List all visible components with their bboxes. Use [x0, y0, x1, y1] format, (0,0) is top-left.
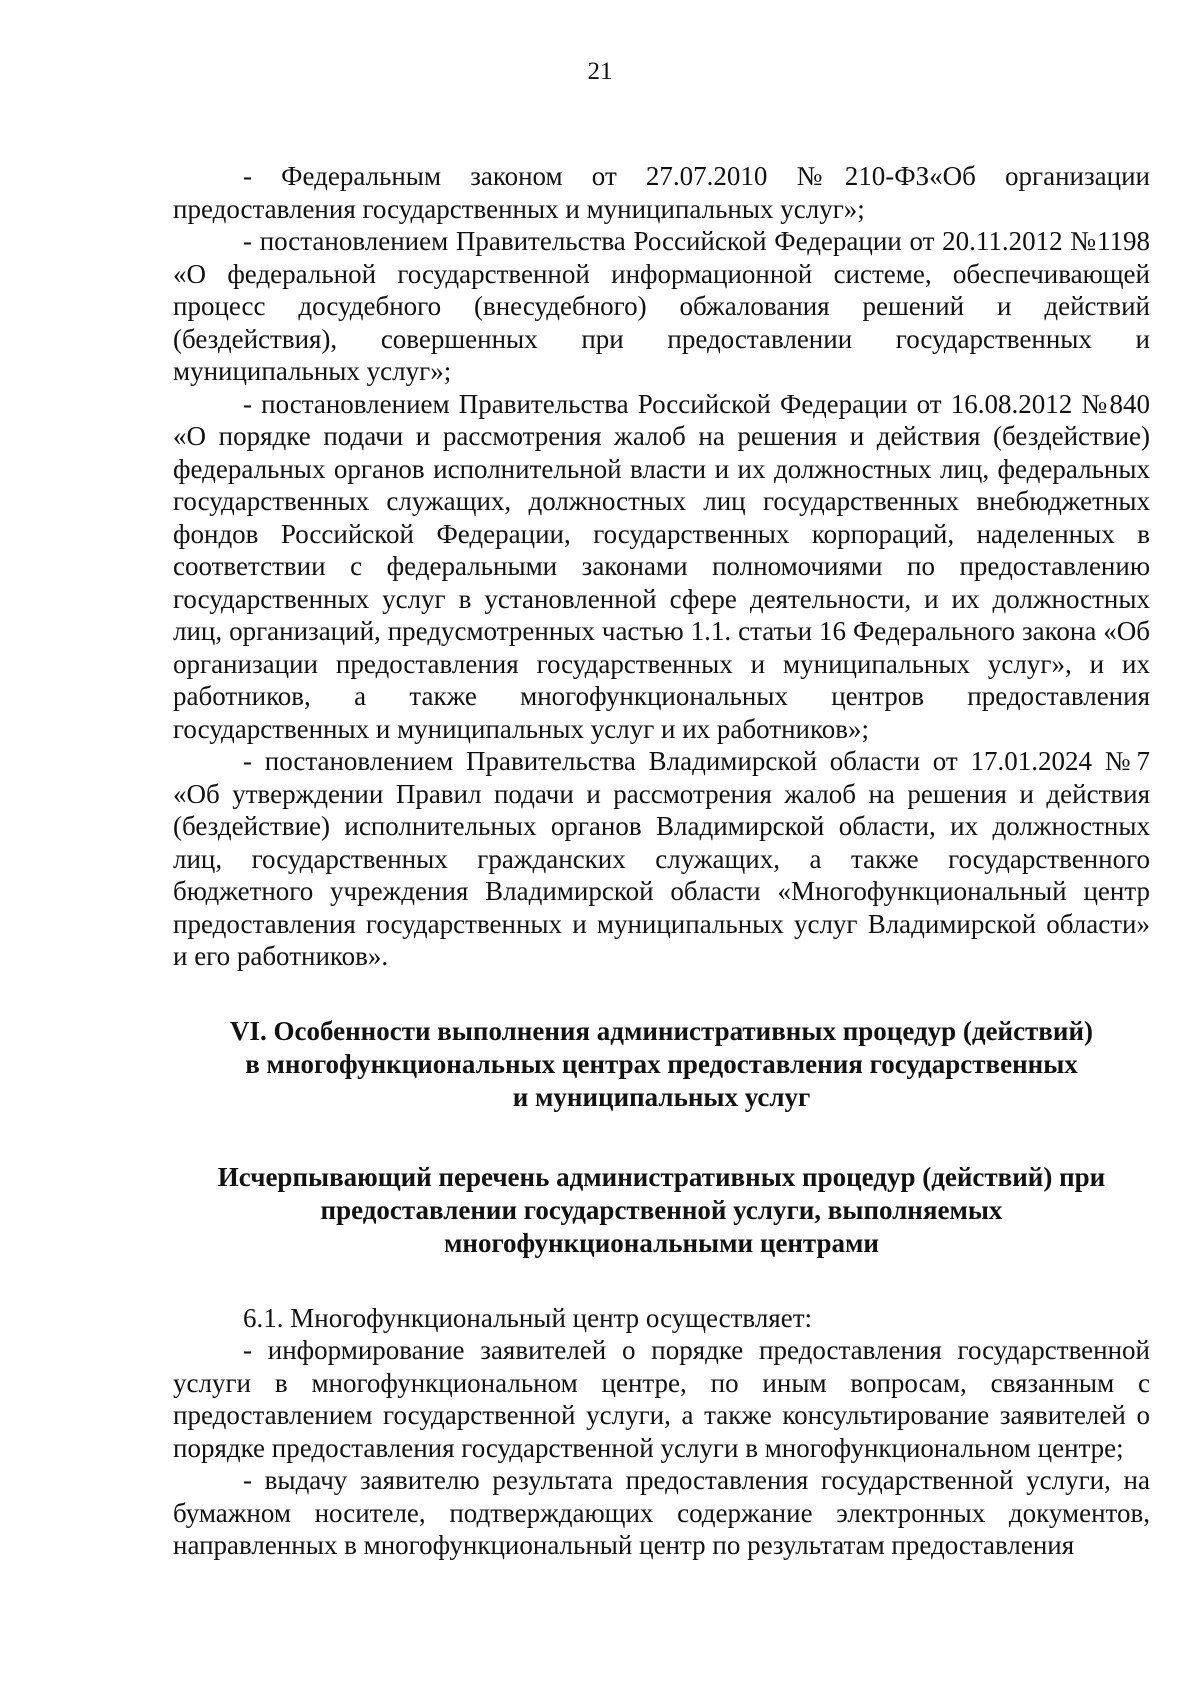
paragraph-vladimir-resolution-7: - постановлением Правительства Владимирской области от 17.01.2024 №7 «Об утверждении Правил подачи и рассмотрения жалоб на решения и действия (бездействие) исполнительных органов Владимирской области, их должностных лиц, государственных гражданских служащих, а также государственного бюджетного учреждения Владимирской области «Многофункциональный центр предоставления государственных и муниципальных услуг Владимирской области» и его работников». — [173, 746, 1150, 971]
subsection-heading-line: многофункциональными центрами — [444, 1227, 879, 1258]
section-heading-line: VI. Особенности выполнения административных процедур (действий) — [229, 1015, 1093, 1046]
subsection-heading-line: предоставлении государственной услуги, выполняемых — [320, 1194, 1003, 1225]
document-body — [173, 160, 1150, 1562]
paragraph-federal-law-210: - Федеральным законом от 27.07.2010 №210-ФЗ«Об организации предоставления государственных и муниципальных услуг»; — [173, 161, 1150, 224]
paragraph-issuing-result: - выдачу заявителю результата предоставления государственной услуги, на бумажном носителе, подтверждающих содержание электронных документов, направленных в многофункциональный центр по результатам предоставления — [173, 1465, 1150, 1560]
page-number: 21 — [587, 58, 613, 85]
section-heading-vi — [173, 1015, 1150, 1114]
section-heading-line: в многофункциональных центрах предоставления государственных — [245, 1048, 1078, 1079]
subsection-heading-line: Исчерпывающий перечень административных процедур (действий) при — [217, 1161, 1106, 1192]
paragraph-informing: - информирование заявителей о порядке предоставления государственной услуги в многофункциональном центре, по иным вопросам, связанным с предоставлением государственной услуги, а также консультирование заявителей о порядке предоставления государственной услуги в многофункциональном центре; — [173, 1335, 1150, 1463]
paragraph-6-1: 6.1. Многофункциональный центр осуществляет: — [243, 1302, 813, 1333]
subsection-heading — [173, 1161, 1150, 1260]
paragraph-resolution-1198: - постановлением Правительства Российской Федерации от 20.11.2012 №1198 «О федеральной государственной информационной системе, обеспечивающей процесс досудебного (внесудебного) обжалования решений и действий (бездействия), совершенных при предоставлении государственных и муниципальных услуг»; — [173, 226, 1150, 386]
section-heading-line: и муниципальных услуг — [512, 1081, 811, 1112]
paragraph-resolution-840: - постановлением Правительства Российской Федерации от 16.08.2012 №840 «О порядке подачи и рассмотрения жалоб на решения и действия (бездействие) федеральных органов исполнительной власти и их должностных лиц, федеральных государственных служащих, должностных лиц государственных внебюджетных фондов Российской Федерации, государственных корпораций, наделенных в соответствии с федеральными законами полномочиями по предоставлению государственных услуг в установленной сфере деятельности, и их должностных лиц, организаций, предусмотренных частью 1.1. статьи 16 Федерального закона «Об организации предоставления государственных и муниципальных услуг», и их работников, а также многофункциональных центров предоставления государственных и муниципальных услуг и их работников»; — [173, 388, 1150, 744]
